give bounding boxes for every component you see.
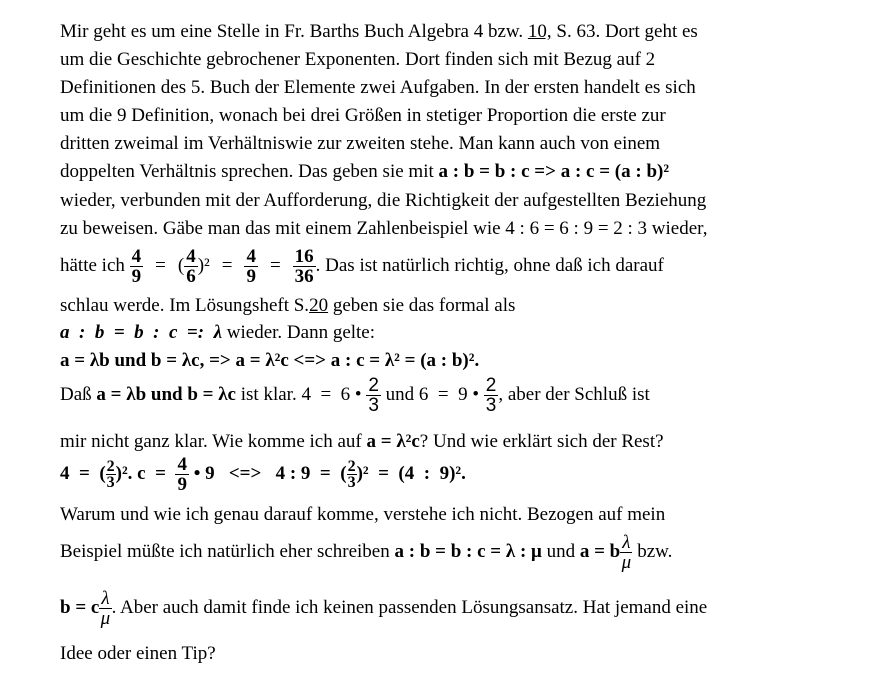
line-2: um die Geschichte gebrochener Exponenten. Dort finden sich mit Bezug auf 2 (60, 49, 656, 70)
formula: a = λb und b = λc (96, 384, 236, 405)
text: doppelten Verhältnis sprechen. Das geben sie mit (60, 161, 439, 182)
line-10 (60, 295, 515, 319)
fraction-2-3: $\frac{2}{3}$ (106, 458, 115, 492)
text: schlau werde. Im Lösungsheft S. (60, 295, 310, 316)
line-6 (60, 161, 669, 185)
text: mir nicht ganz klar. Wie komme ich auf (60, 431, 367, 452)
formula: a = λ²c (366, 431, 420, 452)
line-19: Idee oder einen Tip? (60, 643, 216, 664)
text: , aber der Schluß ist (498, 384, 650, 405)
fraction-4-9: $\frac{4}{9}$ (177, 454, 187, 496)
line-12: a = λb und b = λc, => a = λ²c <=> a : c = λ² = (a : b)². (60, 350, 480, 371)
text: Mir geht es um eine Stelle in Fr. Barths Buch Algebra 4 bzw. (60, 21, 528, 42)
line-18 (60, 582, 707, 634)
line-4: um die 9 Definition, wonach bei drei Größen in stetiger Proportion die erste zur (60, 105, 666, 126)
equals: = (155, 255, 166, 276)
text: S. 63. Dort geht es (551, 21, 698, 42)
fraction-4-9: $\frac{4}{9}$ (246, 246, 256, 288)
line-5: dritten zweimal im Verhältniswie zur zweiten stehe. Man kann auch von einem (60, 133, 661, 154)
line-9: hätte ich $\frac{4}{9}$ = ( $\frac{4}{6}$ )² = $\frac{4}{9}$ = $\frac{16}{36}$ . Das ist natürlich richtig, ohne daß ich darauf (60, 246, 664, 288)
line-11 (60, 322, 375, 346)
formula: a : b = b : c =: λ (60, 322, 223, 343)
fraction-lambda-mu: $\frac{\lambda}{\mu}$ (100, 588, 111, 630)
formula: a : b = b : c => a : c = (a : b)² (438, 161, 670, 182)
text: . Aber auch damit finde ich keinen passenden Lösungsansatz. Hat jemand eine (111, 597, 708, 618)
line-13 (60, 372, 650, 418)
text: wieder. Dann gelte: (222, 322, 376, 343)
text: und 6 = 9 • (380, 384, 484, 405)
fraction-16-36: $\frac{16}{36}$ (294, 246, 314, 288)
formula: b = c (60, 597, 100, 618)
text: )². c = (115, 463, 176, 484)
fraction-2-3: $\frac{2}{3}$ (485, 375, 497, 417)
text: ist klar. 4 = 6 • (236, 384, 367, 405)
fraction-2-3: $\frac{2}{3}$ (368, 375, 379, 417)
text: bzw. (632, 541, 673, 562)
formula: a = b (579, 541, 621, 562)
fraction-lambda-mu: $\frac{\lambda}{\mu}$ (621, 532, 632, 574)
line-1 (60, 21, 698, 45)
text: ? Und wie erklärt sich der Rest? (419, 431, 664, 452)
text: )² = (4 : 9)². (356, 463, 466, 484)
text: 4 = ( (60, 463, 106, 484)
text: und (541, 541, 580, 562)
underlined-ref: 10, (527, 21, 552, 42)
line-16: Warum und wie ich genau darauf komme, verstehe ich nicht. Bezogen auf mein (60, 504, 666, 525)
fraction-4-9: $\frac{4}{9}$ (131, 246, 142, 288)
equals: = (221, 255, 233, 276)
line-3: Definitionen des 5. Buch der Elemente zwei Aufgaben. In der ersten handelt es sich (60, 77, 696, 98)
line-15 (60, 452, 466, 496)
formula: a : b = b : c = λ : μ (394, 541, 542, 562)
line-7: wieder, verbunden mit der Aufforderung, die Richtigkeit der aufgestellten Beziehung (60, 190, 707, 211)
text: geben sie das formal als (328, 295, 516, 316)
line-17 (60, 526, 672, 578)
text: hätte ich (60, 255, 130, 276)
text: Beispiel müßte ich natürlich eher schreiben (60, 541, 395, 562)
text: Daß (60, 384, 97, 405)
line-8: zu beweisen. Gäbe man das mit einem Zahlenbeispiel wie 4 : 6 = 6 : 9 = 2 : 3 wieder, (60, 218, 708, 239)
text: • 9 <=> 4 : 9 = ( (188, 463, 347, 484)
text: . Das ist natürlich richtig, ohne daß ich darauf (315, 255, 664, 276)
underlined-ref: 20 (309, 295, 329, 316)
equals: = (269, 255, 281, 276)
fraction-2-3: $\frac{2}{3}$ (347, 458, 356, 492)
fraction-4-6: $\frac{4}{6}$ (186, 246, 196, 288)
